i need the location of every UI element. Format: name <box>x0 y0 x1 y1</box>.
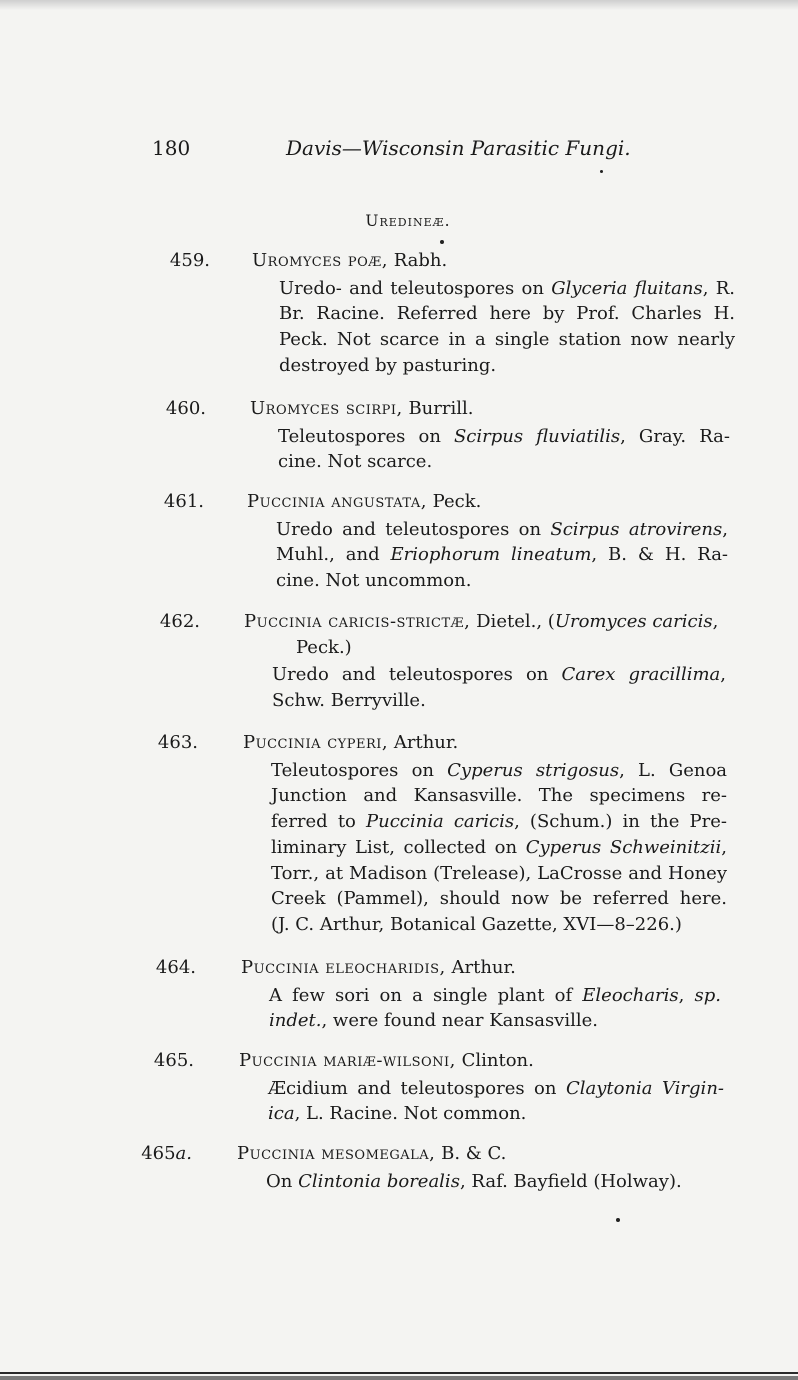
species-heading <box>243 732 458 753</box>
page-number: 180 <box>152 136 191 160</box>
ink-speck <box>600 170 603 173</box>
text-line: Muhl., and Eriophorum lineatum, B. & H. Ra- <box>276 544 729 566</box>
text-line: destroyed by pasturing. <box>279 354 497 376</box>
species-name: Puccinia mariæ-wilsoni, <box>239 1050 456 1071</box>
species-name: Puccinia caricis-strictæ, <box>244 611 471 632</box>
text-line: Schw. Berryville. <box>272 690 426 712</box>
ink-speck <box>616 1218 620 1222</box>
species-authority: Arthur. <box>388 732 459 753</box>
page-bottom-edge <box>0 1372 798 1374</box>
text-line: cine. Not uncommon. <box>276 570 472 592</box>
species-name: Uromyces scirpi, <box>250 398 403 419</box>
species-heading: Puccinia caricis-strictæ, Dietel., (Uromyces caricis, <box>244 611 719 632</box>
species-name: Puccinia eleocharidis, <box>241 957 446 978</box>
entry-number: 465a. <box>141 1143 192 1164</box>
entry-description <box>276 517 728 594</box>
text-line: Torr., at Madison (Trelease), LaCrosse and Honey <box>271 862 727 884</box>
species-authority: B. & C. <box>435 1143 507 1164</box>
entry-description <box>271 758 727 938</box>
species-heading <box>252 250 447 271</box>
species-authority: Dietel., ( <box>470 611 555 632</box>
species-name: Uromyces poæ, <box>252 250 388 271</box>
species-name: Puccinia angustata, <box>247 491 427 512</box>
text-line: Uredo- and teleutospores on Glyceria fluitans, R. <box>279 277 735 299</box>
text-line: indet., were found near Kansasville. <box>269 1010 598 1032</box>
text-line: Creek (Pammel), should now be referred here. <box>271 888 727 910</box>
entry-number: 462. <box>159 611 200 632</box>
text-line: Teleutospores on Scirpus fluviatilis, Gray. Ra- <box>278 425 730 447</box>
species-name: Puccinia mesomegala, <box>237 1143 436 1164</box>
section-title-text: Uredineæ. <box>365 212 451 230</box>
species-authority: Clinton. <box>455 1050 534 1071</box>
page-bottom-shadow <box>0 1376 798 1380</box>
entry-number: 461. <box>163 491 204 512</box>
entry-number: 463. <box>157 732 198 753</box>
section-title <box>0 212 798 230</box>
text-line: Br. Racine. Referred here by Prof. Charles H. <box>279 303 735 325</box>
species-authority: Peck. <box>426 491 482 512</box>
text-line: ferred to Puccinia caricis, (Schum.) in the Pre- <box>271 811 727 833</box>
text-line: Junction and Kansasville. The specimens re- <box>271 785 727 807</box>
page-top-edge <box>0 0 798 10</box>
text-line: On Clintonia borealis, Raf. Bayfield (Holway). <box>266 1170 682 1192</box>
text-line: Teleutospores on Cyperus strigosus, L. Genoa <box>271 759 728 781</box>
species-heading <box>239 1050 534 1071</box>
species-heading <box>241 957 516 978</box>
entry-number: 464. <box>155 957 196 978</box>
species-name: Puccinia cyperi, <box>243 732 389 753</box>
species-authority: Rabh. <box>387 250 448 271</box>
text-line: (J. C. Arthur, Botanical Gazette, XVI—8–226.) <box>271 913 682 935</box>
species-authority: Burrill. <box>402 398 474 419</box>
entry-description <box>272 662 726 713</box>
species-heading <box>237 1143 506 1164</box>
text-line: Æcidium and teleutospores on Claytonia Virgin- <box>268 1077 724 1099</box>
entry-description <box>278 424 730 475</box>
text-line: A few sori on a single plant of Eleocharis, sp. <box>269 984 721 1006</box>
species-heading <box>250 398 473 419</box>
entry-description <box>279 276 735 379</box>
entry-number: 459. <box>169 250 210 271</box>
heading-continuation: Peck.) <box>296 636 352 658</box>
species-heading <box>247 491 481 512</box>
species-authority: Arthur. <box>445 957 516 978</box>
running-head: Davis—Wisconsin Parasitic Fungi. <box>286 136 631 160</box>
text-line: ica, L. Racine. Not common. <box>268 1103 527 1125</box>
text-line: liminary List, collected on Cyperus Schweinitzii, <box>271 836 727 858</box>
text-line: cine. Not scarce. <box>278 451 433 473</box>
entry-number: 460. <box>165 398 206 419</box>
entry-description <box>268 1076 724 1127</box>
ink-speck <box>440 240 444 244</box>
entry-description <box>269 983 721 1034</box>
entry-description <box>266 1169 694 1195</box>
text-line: Uredo and teleutospores on Scirpus atrovirens, <box>276 518 728 540</box>
entry-number: 465. <box>153 1050 194 1071</box>
text-line: Uredo and teleutospores on Carex gracillima, <box>272 664 727 686</box>
text-line: Peck. Not scarce in a single station now nearly <box>279 329 735 351</box>
